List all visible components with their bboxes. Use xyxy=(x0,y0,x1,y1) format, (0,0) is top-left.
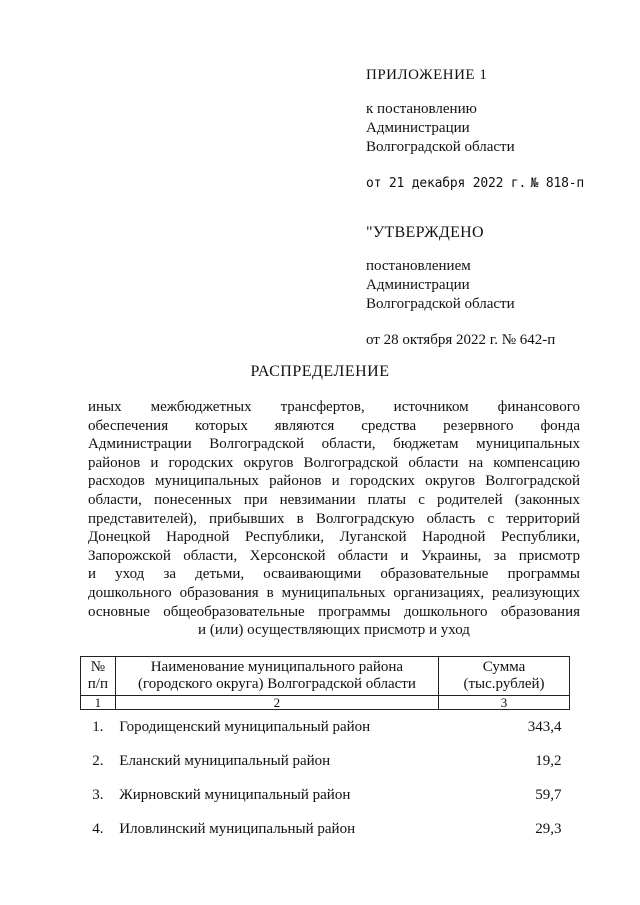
row-number: 3. xyxy=(92,786,104,803)
region-label: Волгоградской области xyxy=(366,139,515,155)
row-amount: 59,7 xyxy=(535,786,562,803)
table-index-row xyxy=(81,696,570,710)
row-district-name: Еланский муниципальный район xyxy=(119,752,331,769)
approved-date-number: от 28 октября 2022 г. № 642-п xyxy=(366,332,556,348)
description-line: иных межбюджетных трансфертов, источником финансового xyxy=(88,399,580,415)
row-number: 1. xyxy=(92,718,104,735)
row-district-name: Жирновский муниципальный район xyxy=(119,786,351,803)
description-line: обеспечения которых являются средства резервного фонда xyxy=(88,417,580,434)
row-number: 4. xyxy=(92,820,104,837)
document-title: РАСПРЕДЕЛЕНИЕ xyxy=(250,363,390,380)
header-sum: Сумма (тыс.рублей) xyxy=(439,657,570,696)
description-line: основные общеобразовательные программы дошкольного образования xyxy=(88,603,580,620)
approved-administration-label: Администрации xyxy=(366,277,470,293)
table-row xyxy=(81,812,570,846)
index-cell: 1 xyxy=(81,696,116,710)
description-line: дошкольного образования в муниципальных организациях, реализующих xyxy=(88,584,580,601)
description-line: Запорожской области, Херсонской области и Украины, за присмотр xyxy=(88,547,580,564)
header-name: Наименование муниципального района (городского округа) Волгоградской области xyxy=(115,657,438,696)
appendix-title: ПРИЛОЖЕНИЕ 1 xyxy=(366,67,488,83)
administration-label: Администрации xyxy=(366,120,470,136)
header-num: № п/п xyxy=(81,657,116,696)
approved-stamp: "УТВЕРЖДЕНО xyxy=(366,224,484,241)
description-line: районов и городских округов Волгоградской области на компенсацию xyxy=(88,454,580,471)
table-header-row xyxy=(81,657,570,696)
index-cell: 2 xyxy=(115,696,438,710)
row-district-name: Городищенский муниципальный район xyxy=(119,718,371,735)
table-row xyxy=(81,710,570,745)
distribution-table xyxy=(80,656,570,846)
index-cell: 3 xyxy=(439,696,570,710)
approved-by-label: постановлением xyxy=(366,258,471,274)
decree-number: № 818-п xyxy=(530,176,584,191)
description-last-line: и (или) осуществляющих присмотр и уход xyxy=(198,622,470,639)
description-line: представителей), прибывших в Волгоградскую область с территорий xyxy=(88,510,580,527)
description-text xyxy=(88,398,580,640)
row-amount: 19,2 xyxy=(535,752,562,769)
row-amount: 29,3 xyxy=(535,820,562,837)
table-row xyxy=(81,778,570,812)
table-row xyxy=(81,744,570,778)
description-line: Администрации Волгоградской области, бюджетам муниципальных xyxy=(88,436,580,453)
row-amount: 343,4 xyxy=(527,718,562,735)
row-number: 2. xyxy=(92,752,104,769)
decree-line xyxy=(366,174,584,193)
approved-region-label: Волгоградской области xyxy=(366,296,515,312)
description-line: Донецкой Народной Республики, Луганской Народной Республики, xyxy=(88,529,580,546)
decree-date: от 21 декабря 2022 г. xyxy=(366,176,527,191)
description-line: и уход за детьми, осваивающими образовательные программы xyxy=(88,566,580,583)
appendix-header xyxy=(366,66,616,350)
description-line: области, понесенных при невзимании платы с родителей (законных xyxy=(88,491,580,508)
to-resolution-label: к постановлению xyxy=(366,101,477,117)
row-district-name: Иловлинский муниципальный район xyxy=(119,820,356,837)
description-line: расходов муниципальных районов и городских округов Волгоградской xyxy=(88,473,580,490)
